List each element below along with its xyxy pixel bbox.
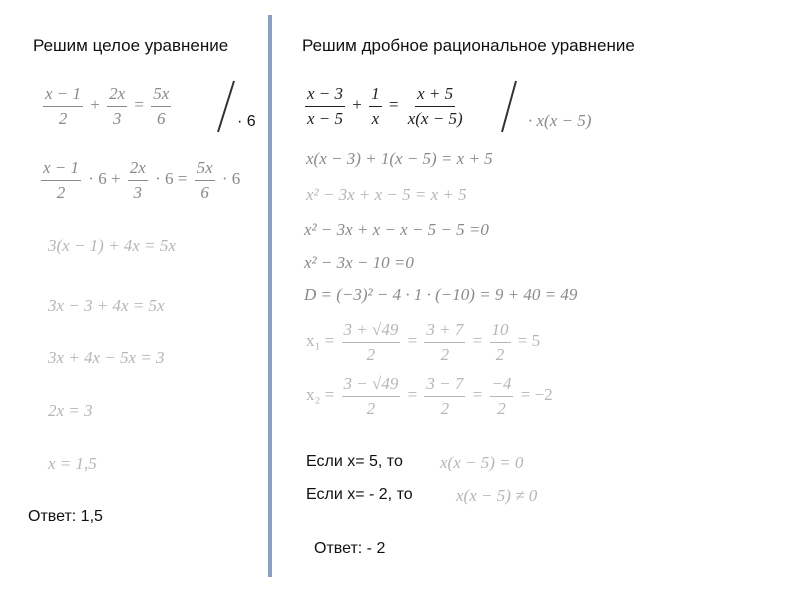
frac-denominator: 6 [157,108,166,128]
frac-denominator: 2 [56,182,66,202]
frac-denominator: 2 [495,344,505,364]
left-line-4: 2x = 3 [48,401,93,420]
frac-denominator: x [371,108,380,128]
root-result: = −2 [520,384,553,404]
right-equation-1 [302,84,468,128]
root-label: x₁ = [306,330,335,350]
frac-numerator: 3 + √49 [342,320,401,343]
operator: = [472,330,483,350]
frac-numerator: 10 [490,320,511,343]
frac-denominator: 2 [366,344,376,364]
frac-denominator: 2 [366,398,376,418]
right-line-4: x² − 3x − 10 =0 [304,253,414,272]
column-divider [268,15,272,577]
right-answer: Ответ: - 2 [314,540,386,557]
root-result: = 5 [517,330,541,350]
frac-numerator: 1 [369,84,382,107]
check-2-text: Если х= - 2, то [306,486,413,503]
right-multiplier: · x(x − 5) [528,111,592,130]
check-1-expression: x(x − 5) = 0 [440,453,524,472]
frac-numerator: −4 [490,374,514,397]
right-root-x2 [306,374,553,418]
right-discriminant: D = (−3)² − 4 · 1 · (−10) = 9 + 40 = 49 [304,285,578,304]
right-heading: Решим дробное рациональное уравнение [302,36,635,55]
operator: · 6 [221,168,241,188]
left-equation-2 [38,158,240,202]
frac-denominator: 2 [58,108,68,128]
operator: · 6 + [88,168,121,188]
right-line-1: x(x − 3) + 1(x − 5) = x + 5 [306,149,493,168]
root-label: x₂ = [306,384,335,404]
right-root-x1 [306,320,540,364]
left-line-2: 3x − 3 + 4x = 5x [48,296,165,315]
frac-numerator: 3 − 7 [424,374,465,397]
operator: + [352,94,362,114]
left-line-5: x = 1,5 [48,454,97,473]
frac-numerator: 5x [195,158,215,181]
left-multiplier: · 6 [237,113,256,130]
operator: + [90,94,100,114]
operator: = [407,330,418,350]
left-answer: Ответ: 1,5 [28,508,103,525]
check-1-text: Если х= 5, то [306,453,403,470]
frac-numerator: x − 3 [305,84,345,107]
operator: = [407,384,418,404]
left-equation-1 [40,84,174,128]
left-line-3: 3x + 4x − 5x = 3 [48,348,165,367]
frac-denominator: 2 [497,398,506,418]
frac-numerator: x + 5 [415,84,455,107]
left-slash-mark [212,78,238,136]
operator: = [472,384,483,404]
right-slash-mark [496,78,522,136]
left-line-1: 3(x − 1) + 4x = 5x [48,236,176,255]
operator: · 6 = [155,168,188,188]
frac-numerator: 3 − √49 [342,374,401,397]
operator: = [388,94,399,114]
frac-numerator: x − 1 [41,158,81,181]
frac-numerator: 5x [151,84,171,107]
frac-denominator: x − 5 [307,108,344,128]
frac-numerator: 3 + 7 [424,320,465,343]
frac-denominator: 3 [133,182,143,202]
right-line-2: x² − 3x + x − 5 = x + 5 [306,185,467,204]
left-heading: Решим целое уравнение [33,36,229,55]
frac-numerator: x − 1 [43,84,83,107]
frac-numerator: 2x [128,158,148,181]
frac-denominator: 3 [112,108,122,128]
right-line-3: x² − 3x + x − x − 5 − 5 =0 [304,220,489,239]
operator: = [134,94,145,114]
frac-denominator: 6 [200,182,209,202]
frac-numerator: 2x [107,84,127,107]
frac-denominator: x(x − 5) [407,108,463,128]
check-2-expression: x(x − 5) ≠ 0 [456,486,538,505]
frac-denominator: 2 [440,398,450,418]
frac-denominator: 2 [440,344,450,364]
